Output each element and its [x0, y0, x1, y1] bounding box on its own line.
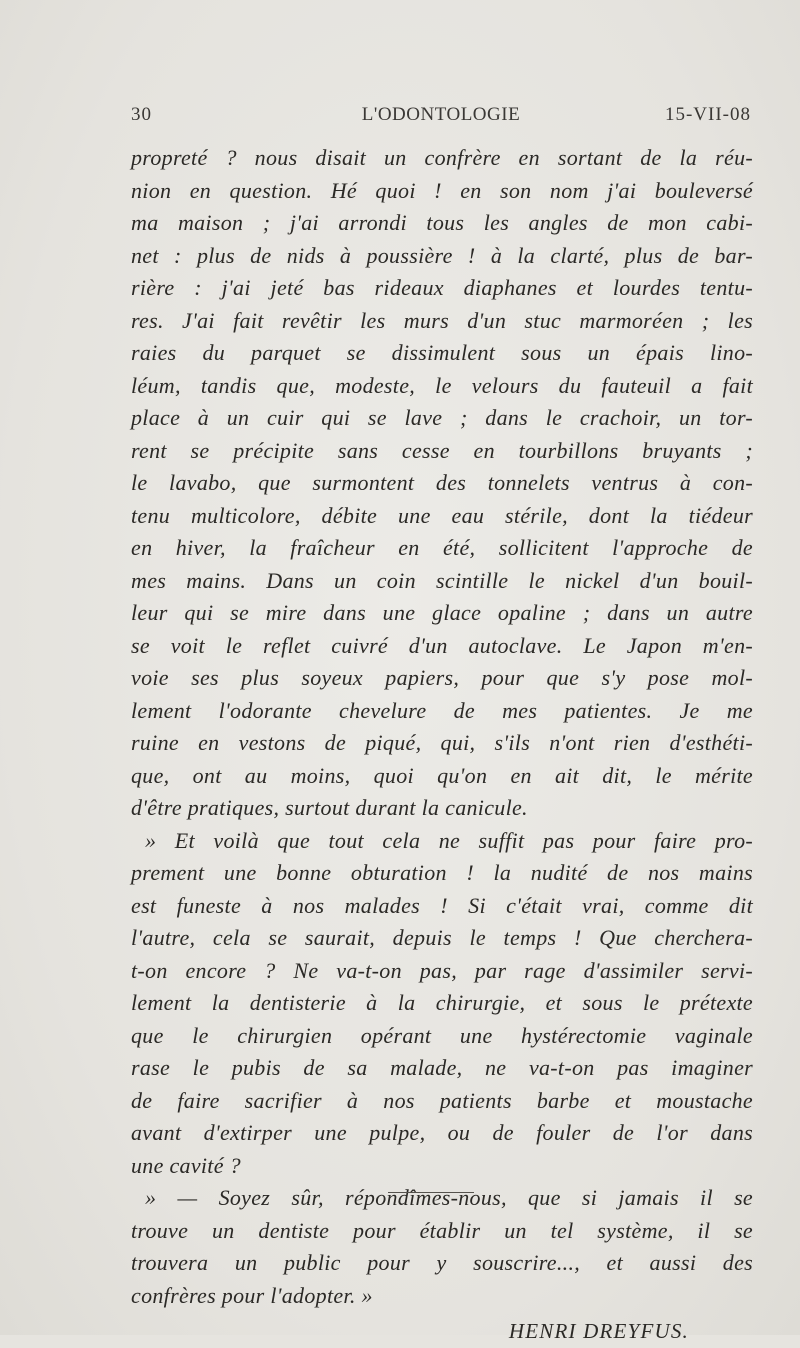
text-line: le lavabo, que surmontent des tonnelets ventrus à con- — [131, 470, 753, 495]
text-line: confrères pour l'adopter. » — [131, 1282, 373, 1308]
text-line: » — Soyez sûr, répondîmes-nous, que si jamais il se — [145, 1185, 753, 1210]
text-line: léum, tandis que, modeste, le velours du fauteuil a fait — [131, 372, 753, 398]
text-line: rière : j'ai jeté bas rideaux diaphanes et lourdes tentu- — [131, 275, 753, 300]
text-line: rent se précipite sans cesse en tourbillons bruyants ; — [131, 437, 753, 463]
running-header — [131, 104, 751, 134]
issue-date: 15-VII-08 — [664, 104, 751, 125]
text-line: leur qui se mire dans une glace opaline ; dans un autre — [131, 600, 753, 625]
text-line: res. J'ai fait revêtir les murs d'un stuc marmoréen ; les — [131, 307, 753, 333]
author-signature: HENRI DREYFUS. — [508, 1319, 689, 1343]
text-line: une cavité ? — [131, 1152, 241, 1178]
text-line: est funeste à nos malades ! Si c'était vrai, comme dit — [131, 892, 753, 918]
text-line: lement l'odorante chevelure de mes patientes. Je me — [131, 697, 753, 723]
text-line: en hiver, la fraîcheur en été, sollicitent l'approche de — [131, 535, 753, 560]
text-line: net : plus de nids à poussière ! à la clarté, plus de bar- — [131, 242, 753, 268]
text-line: se voit le reflet cuivré d'un autoclave. Le Japon m'en- — [131, 632, 753, 658]
text-line: place à un cuir qui se lave ; dans le crachoir, un tor- — [131, 405, 753, 430]
text-line: trouve un dentiste pour établir un tel système, il se — [131, 1217, 753, 1243]
text-line: de faire sacrifier à nos patients barbe et moustache — [131, 1087, 753, 1113]
text-line: prement une bonne obturation ! la nudité de nos mains — [131, 860, 753, 885]
text-line: raies du parquet se dissimulent sous un épais lino- — [131, 340, 753, 365]
text-line: l'autre, cela se saurait, depuis le temps ! Que cherchera- — [131, 925, 753, 950]
text-line: propreté ? nous disait un confrère en sortant de la réu- — [131, 145, 753, 170]
text-line: t-on encore ? Ne va-t-on pas, par rage d'assimiler servi- — [131, 957, 753, 983]
text-line: ruine en vestons de piqué, qui, s'ils n'ont rien d'esthéti- — [131, 730, 753, 755]
text-line: tenu multicolore, débite une eau stérile, dont la tiédeur — [131, 502, 753, 528]
text-line: avant d'extirper une pulpe, ou de fouler de l'or dans — [131, 1120, 753, 1145]
text-line: » Et voilà que tout cela ne suffit pas pour faire pro- — [145, 827, 753, 853]
text-line: rase le pubis de sa malade, ne va-t-on pas imaginer — [131, 1055, 753, 1080]
text-line: que, ont au moins, quoi qu'on en ait dit, le mérite — [131, 762, 753, 788]
journal-title: L'ODONTOLOGIE — [361, 104, 521, 125]
page-number: 30 — [131, 104, 152, 125]
text-line: mes mains. Dans un coin scintille le nickel d'un bouil- — [131, 567, 753, 593]
text-line: nion en question. Hé quoi ! en son nom j'ai bouleversé — [131, 177, 753, 203]
text-line: ma maison ; j'ai arrondi tous les angles de mon cabi- — [131, 210, 753, 235]
article-text — [131, 142, 753, 1348]
text-line: que le chirurgien opérant une hystérectomie vaginale — [131, 1022, 753, 1048]
text-line: voie ses plus soyeux papiers, pour que s'y pose mol- — [131, 665, 753, 690]
text-line: trouvera un public pour y souscrire..., et aussi des — [131, 1250, 753, 1275]
text-line: d'être pratiques, surtout durant la canicule. — [131, 795, 528, 820]
text-line: lement la dentisterie à la chirurgie, et sous le prétexte — [131, 990, 753, 1015]
closing-rule — [388, 1192, 474, 1193]
